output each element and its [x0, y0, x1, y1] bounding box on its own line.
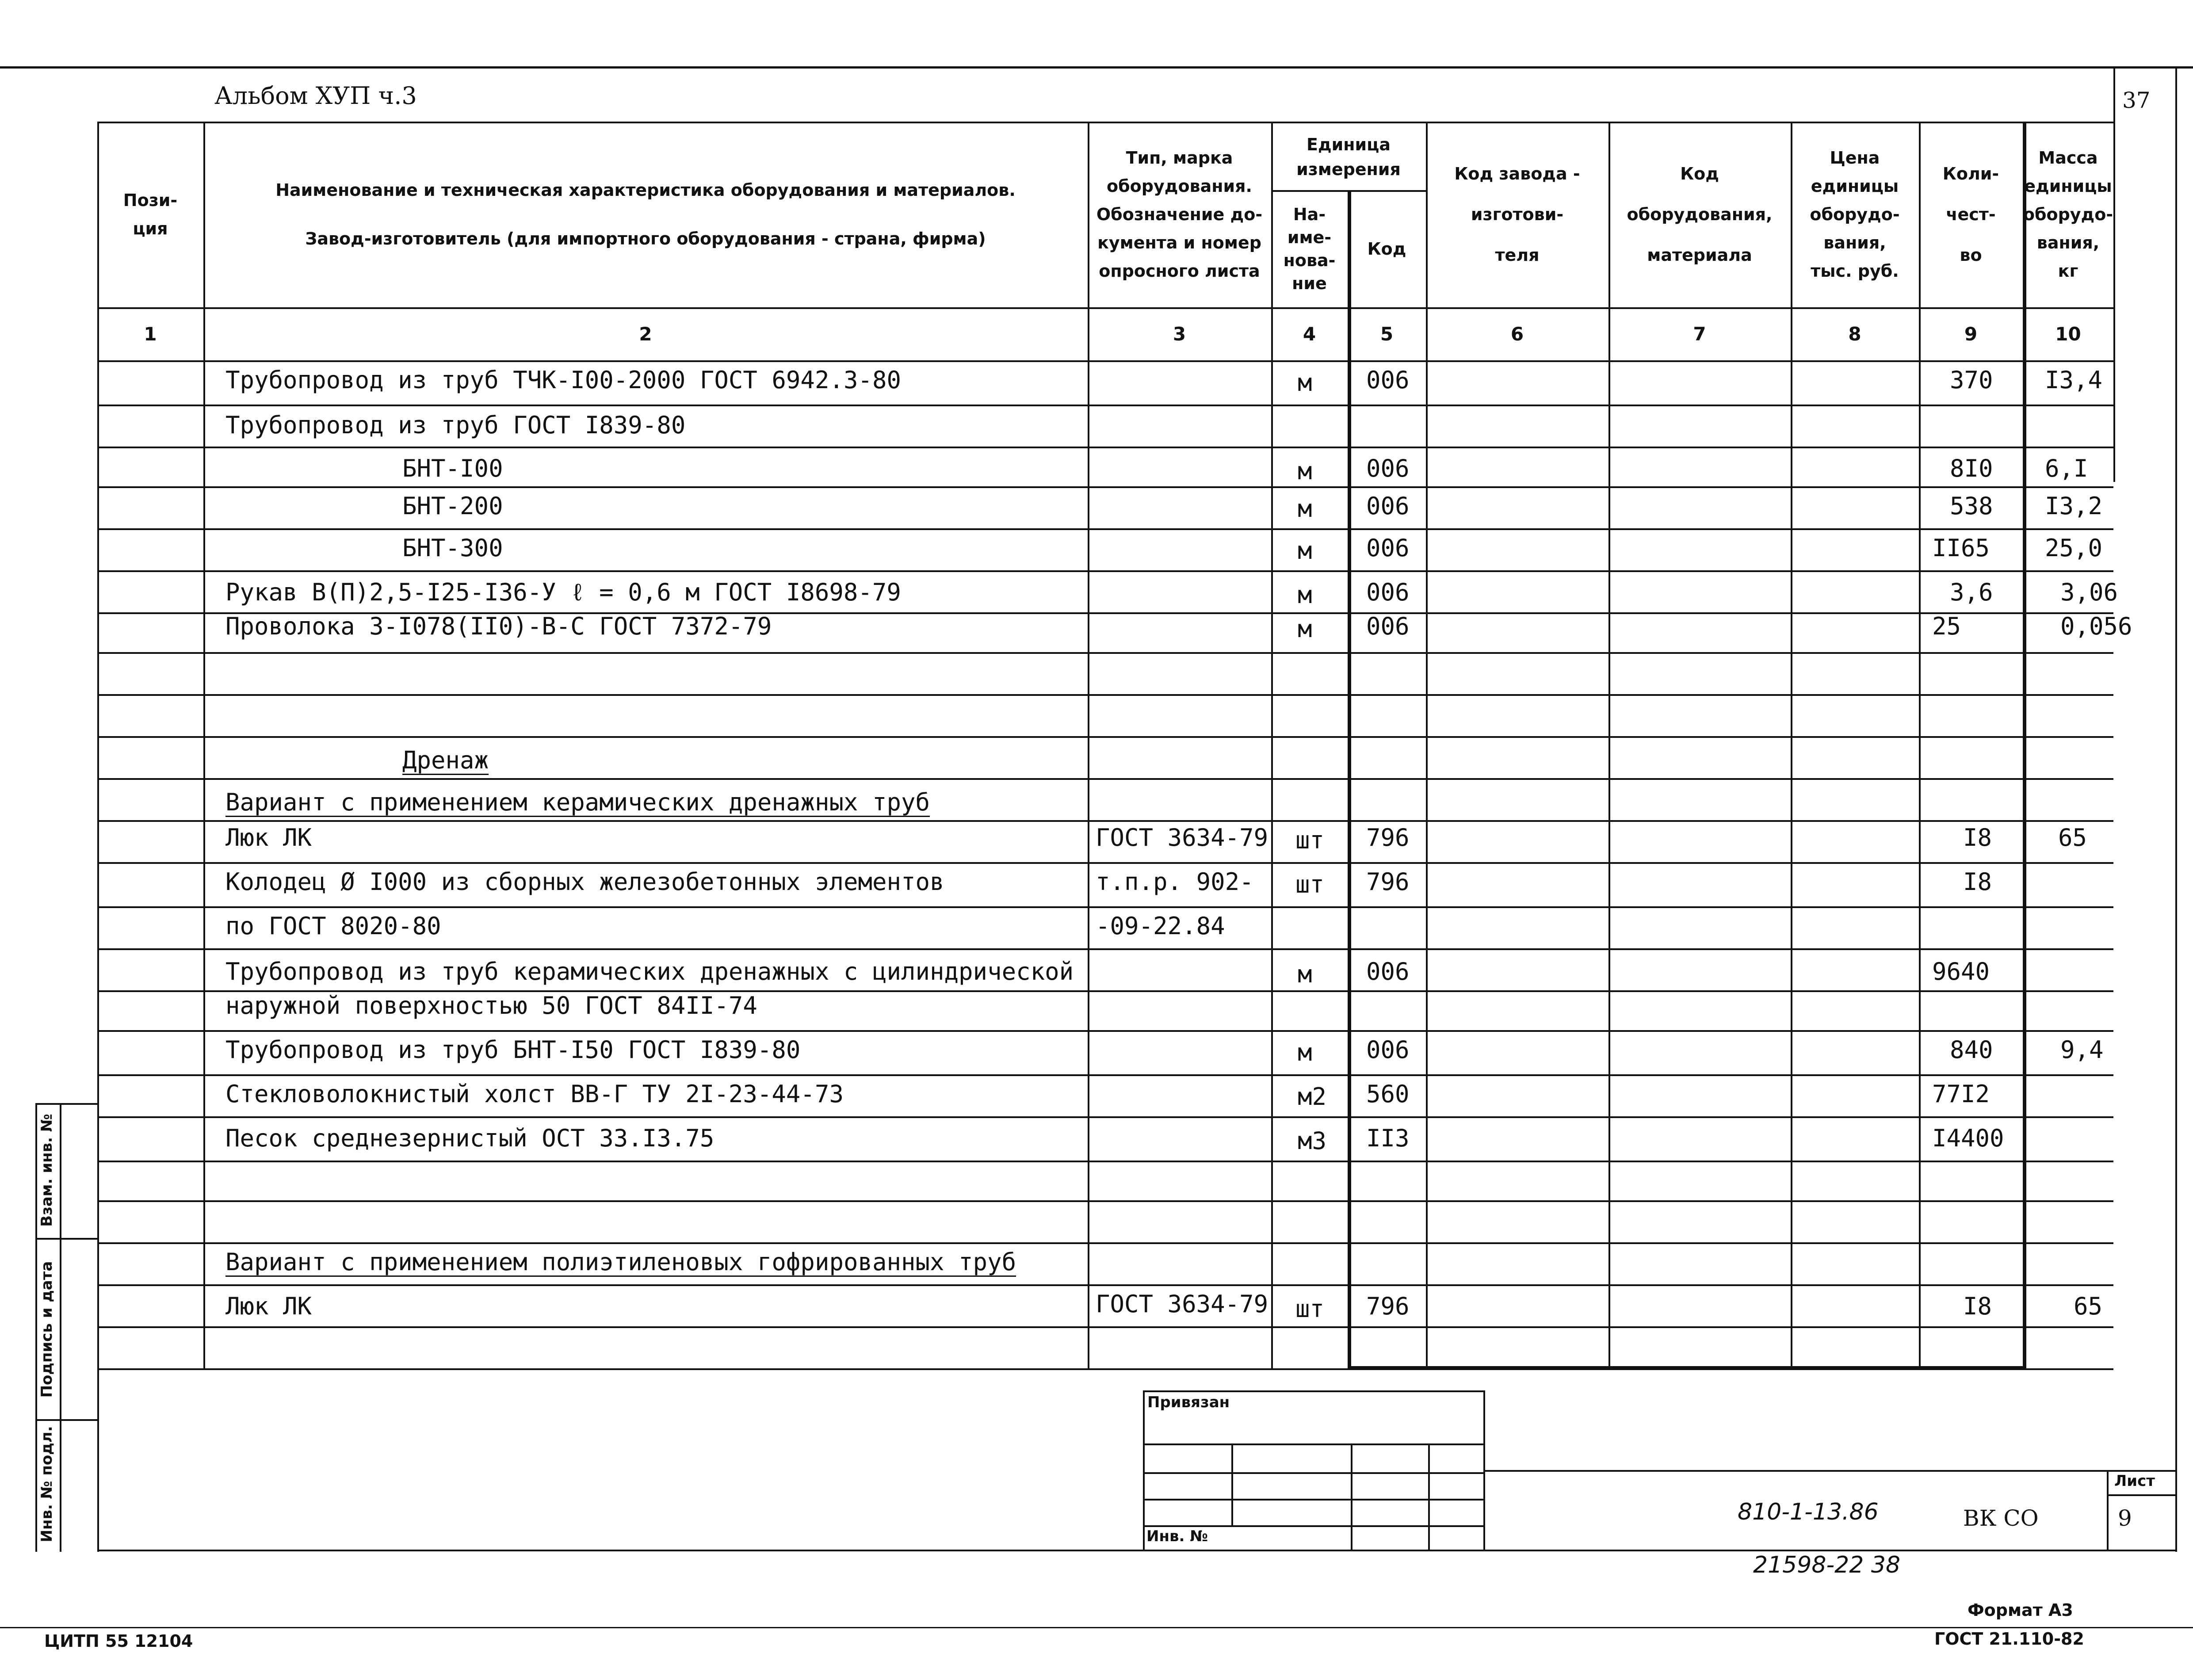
row-line	[97, 1030, 2113, 1032]
row-line	[97, 736, 2113, 738]
stamp-top	[1143, 1390, 1483, 1392]
row-type: т.п.р. 902-	[1096, 868, 1254, 896]
stamp-col	[1231, 1443, 1233, 1525]
row-mass: 3,06	[2060, 578, 2118, 606]
row-name: Люк ЛК	[225, 824, 312, 851]
row-line	[97, 447, 2113, 448]
row-mass: 65	[2074, 1292, 2103, 1320]
col-header-unit-name: На- име- нова- ние	[1283, 204, 1336, 293]
row-name: Колодец Ø I000 из сборных железобетонных элементов	[225, 868, 944, 896]
row-mass: 25,0	[2045, 534, 2103, 562]
title-block-top	[1483, 1470, 2175, 1472]
row-code: 560	[1366, 1080, 1410, 1108]
col-line-10	[2113, 122, 2115, 482]
col-header-name: Наименование и техническая характеристика оборудования и материалов. Завод-изготовитель (для импортного оборудования - страна, фирма)	[275, 180, 1016, 248]
row-name: БНТ-300	[402, 534, 503, 562]
col-header-unit-code: Код	[1367, 239, 1406, 259]
row-line	[97, 1161, 2113, 1162]
col-number-3: 3	[1173, 323, 1186, 345]
row-mass: 9,4	[2060, 1036, 2104, 1064]
row-unit: шт	[1295, 826, 1325, 854]
row-line	[97, 528, 2113, 530]
row-name: БНТ-200	[402, 492, 503, 520]
row-code: 006	[1366, 1036, 1410, 1064]
col-header-unit-group: Единица измерения	[1296, 135, 1401, 179]
row-unit: м	[1298, 537, 1312, 565]
col-number-6: 6	[1510, 323, 1524, 345]
stamp-row	[1143, 1472, 1483, 1474]
stamp-privyazan: Привязан	[1147, 1394, 1230, 1411]
row-code: 006	[1366, 454, 1410, 482]
col-header-price: Цена единицы оборудо- вания, тыс. руб.	[1810, 148, 1900, 281]
row-name: Стекловолокнистый холст ВВ-Г ТУ 2I-23-44-73	[225, 1080, 844, 1108]
row-line	[97, 694, 2113, 696]
col-header-position: Пози- ция	[123, 191, 178, 238]
stamp-row	[1143, 1525, 1483, 1527]
col-number-1: 1	[144, 323, 157, 345]
row-line	[97, 1200, 2113, 1202]
col-header-type: Тип, марка оборудования. Обозначение до- кумента и номер опросного листа	[1096, 148, 1263, 281]
row-unit: м	[1298, 1039, 1312, 1066]
row-name: Проволока 3-I078(II0)-В-С ГОСТ 7372-79	[225, 612, 772, 640]
stamp-col	[1428, 1443, 1430, 1550]
row-mass: 65	[2058, 824, 2087, 851]
footer-gost: ГОСТ 21.110-82	[1934, 1629, 2084, 1649]
row-qty: 538	[1950, 492, 1993, 520]
row-name: Трубопровод из труб БНТ-I50 ГОСТ I839-80	[225, 1036, 801, 1064]
row-qty: 3,6	[1950, 578, 1993, 606]
sheet-right	[2175, 66, 2177, 1552]
row-code: 006	[1366, 366, 1410, 394]
row-unit: м	[1298, 960, 1312, 988]
row-code: 006	[1366, 578, 1410, 606]
row-line	[97, 1284, 2113, 1286]
col-number-8: 8	[1848, 323, 1861, 345]
stamp-row	[1143, 1443, 1483, 1445]
row-line	[97, 820, 2113, 822]
row-line	[97, 1242, 2113, 1244]
row-line	[97, 948, 2113, 950]
side-stamp-inner	[60, 1103, 61, 1552]
side-label-inv: Инв. № подл.	[38, 1426, 56, 1543]
row-type: ГОСТ 3634-79	[1096, 824, 1268, 851]
row-qty: I8	[1963, 824, 1992, 851]
row-name: Трубопровод из труб ГОСТ I839-80	[225, 411, 686, 439]
row-unit: м	[1298, 615, 1312, 643]
row-line	[97, 486, 2113, 488]
handwritten-number: 21598-22 38	[1753, 1552, 1901, 1578]
footer-left: ЦИТП 55 12104	[44, 1631, 193, 1651]
row-line	[97, 405, 2113, 406]
col-header-equipment-code: Код оборудования, материала	[1627, 164, 1773, 265]
side-label-podpis: Подпись и дата	[38, 1261, 56, 1398]
list-box-sep	[2107, 1494, 2175, 1496]
row-line	[97, 778, 2113, 780]
row-name: Люк ЛК	[225, 1292, 312, 1320]
row-mass: I3,2	[2045, 492, 2103, 520]
doc-mark: ВК СО	[1963, 1505, 2039, 1531]
row-mass: 0,056	[2060, 612, 2132, 640]
side-stamp-left	[35, 1103, 37, 1552]
row-code: 006	[1366, 492, 1410, 520]
table-bottom	[97, 1550, 2175, 1551]
stamp-col	[1351, 1443, 1352, 1550]
row-qty: I8	[1963, 1292, 1992, 1320]
col-number-2: 2	[639, 323, 652, 345]
row-code: 796	[1366, 824, 1410, 851]
row-line	[97, 1326, 2113, 1328]
row-code: 006	[1366, 958, 1410, 985]
row-line	[97, 1116, 2113, 1118]
row-qty: II65	[1932, 534, 1990, 562]
row-unit: шт	[1295, 1295, 1325, 1323]
side-label-vzam: Взам. инв. №	[38, 1114, 56, 1227]
row-unit: м3	[1298, 1127, 1327, 1155]
footer-format: Формат А3	[1968, 1600, 2073, 1620]
album-title: Альбом ХУП ч.3	[214, 82, 417, 110]
col-number-4: 4	[1303, 323, 1316, 345]
col-number-9: 9	[1964, 323, 1978, 345]
row-mass: I3,4	[2045, 366, 2103, 394]
colnum-bottom	[97, 360, 2113, 362]
row-type: ГОСТ 3634-79	[1096, 1290, 1268, 1318]
row-mass: 6,I	[2045, 454, 2088, 482]
sheet-top-border	[0, 66, 2193, 69]
row-line	[97, 652, 2113, 654]
doc-code: 810-1-13.86	[1738, 1499, 1879, 1525]
list-number: 9	[2118, 1505, 2132, 1531]
row-code: II3	[1366, 1124, 1410, 1152]
row-name: Песок среднезернистый ОСТ 33.I3.75	[225, 1124, 714, 1152]
list-box-left	[2107, 1470, 2109, 1550]
page-number: 37	[2122, 88, 2151, 113]
col-number-10: 10	[2055, 323, 2081, 345]
row-qty: 840	[1950, 1036, 1993, 1064]
row-qty: 25	[1932, 612, 1961, 640]
row-code: 796	[1366, 868, 1410, 896]
row-qty: I4400	[1932, 1124, 2004, 1152]
col-number-5: 5	[1380, 323, 1394, 345]
row-unit: м	[1298, 495, 1312, 523]
row-name: Трубопровод из труб керамических дренажных с цилиндрической	[225, 958, 1074, 985]
stamp-inv-no: Инв. №	[1146, 1527, 1208, 1545]
thick-box-bottom	[1348, 1366, 2026, 1370]
section-heading: Дренаж	[402, 746, 489, 774]
row-code: 796	[1366, 1292, 1410, 1320]
stamp-row	[1143, 1499, 1483, 1501]
row-unit: м	[1298, 457, 1312, 485]
row-qty: 370	[1950, 366, 1993, 394]
row-name: по ГОСТ 8020-80	[225, 912, 441, 940]
row-unit: м2	[1298, 1083, 1327, 1111]
row-line	[97, 570, 2113, 572]
variant-heading: Вариант с применением керамических дренажных труб	[225, 788, 930, 816]
row-name: БНТ-I00	[402, 454, 503, 482]
row-type: -09-22.84	[1096, 912, 1225, 940]
row-unit: м	[1298, 581, 1312, 609]
row-qty: 8I0	[1950, 454, 1993, 482]
side-stamp-sep1	[35, 1238, 97, 1240]
row-name: Трубопровод из труб ТЧК-I00-2000 ГОСТ 6942.3-80	[225, 366, 902, 394]
row-unit: шт	[1295, 871, 1325, 898]
col-number-7: 7	[1693, 323, 1706, 345]
col-header-factory-code: Код завода - изготови- теля	[1454, 164, 1580, 265]
footer-line	[0, 1627, 2193, 1628]
row-line	[97, 1074, 2113, 1076]
page-number-box	[2113, 66, 2115, 124]
row-qty: 77I2	[1932, 1080, 1990, 1108]
list-label: Лист	[2114, 1472, 2155, 1490]
col-header-quantity: Коли- чест- во	[1942, 164, 1999, 265]
row-unit: м	[1298, 369, 1312, 397]
row-line	[97, 906, 2113, 908]
row-name: наружной поверхностью 50 ГОСТ 84II-74	[225, 992, 757, 1019]
col-header-mass: Масса единицы оборудо- вания, кг	[2023, 148, 2113, 281]
row-code: 006	[1366, 534, 1410, 562]
row-name: Рукав В(П)2,5-I25-I36-У ℓ = 0,6 м ГОСТ I8698-79	[225, 578, 901, 606]
row-qty: 9640	[1932, 958, 1990, 985]
variant-heading: Вариант с применением полиэтиленовых гофрированных труб	[225, 1248, 1016, 1276]
row-qty: I8	[1963, 868, 1992, 896]
row-line	[97, 862, 2113, 864]
row-code: 006	[1366, 612, 1410, 640]
